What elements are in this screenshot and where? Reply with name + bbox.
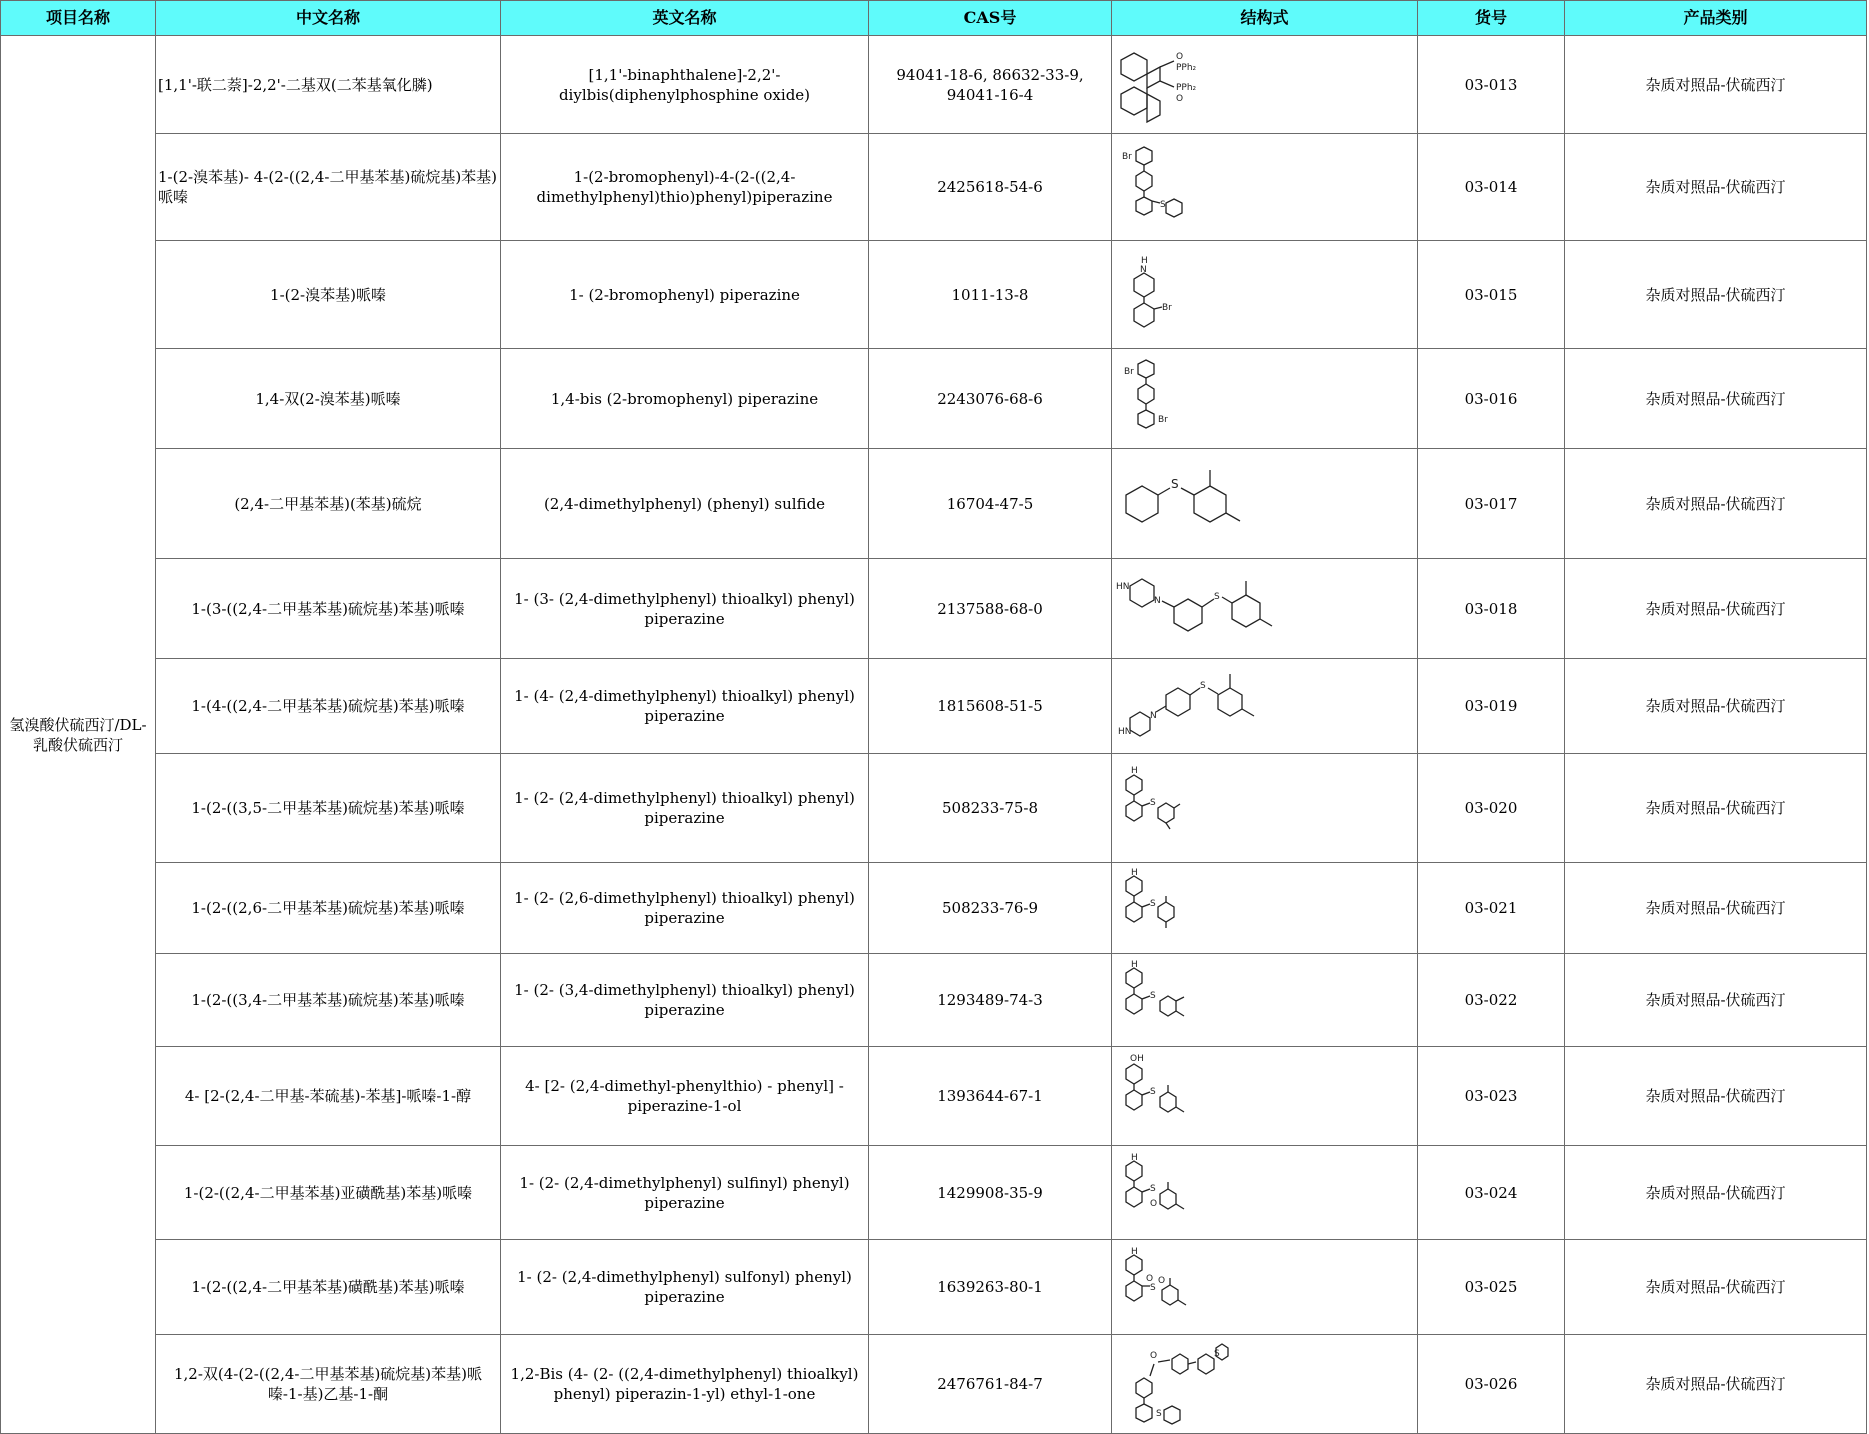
table-row [1,1146,1867,1240]
structure-cell [1112,1047,1418,1146]
structure-cell [1112,241,1418,349]
svg-text:S: S [1171,476,1179,491]
structure-image-binaphthyl [1114,43,1234,127]
code-cell: 03-017 [1418,449,1565,559]
header-category: 产品类别 [1565,1,1867,36]
code-cell: 03-014 [1418,134,1565,241]
svg-text:S: S [1150,899,1156,909]
cas-cell: 1293489-74-3 [869,954,1112,1047]
en-name-cell: 1- (4- (2,4-dimethylphenyl) thioalkyl) phenyl) piperazine [501,659,869,754]
structure-cell [1112,349,1418,449]
header-row [1,1,1867,36]
code-cell: 03-015 [1418,241,1565,349]
category-cell: 杂质对照品-伏硫西汀 [1565,36,1867,134]
svg-text:HN: HN [1116,581,1130,592]
svg-text:S: S [1150,1087,1156,1097]
cn-name-cell: 1,4-双(2-溴苯基)哌嗪 [156,349,501,449]
en-name-cell: 1- (2- (3,4-dimethylphenyl) thioalkyl) phenyl) piperazine [501,954,869,1047]
structure-cell [1112,1240,1418,1335]
svg-text:S: S [1156,1409,1162,1419]
project-name: 氢溴酸伏硫西汀/DL-乳酸伏硫西汀 [9,715,147,754]
structure-image-bis-bromophenyl-piperazine [1114,354,1194,444]
cn-name-cell: 1-(2-((3,5-二甲基苯基)硫烷基)苯基)哌嗪 [156,754,501,863]
category-cell: 杂质对照品-伏硫西汀 [1565,1146,1867,1240]
category-cell: 杂质对照品-伏硫西汀 [1565,954,1867,1047]
project-name-cell [1,36,156,1434]
category-cell: 杂质对照品-伏硫西汀 [1565,659,1867,754]
svg-text:PPh₂: PPh₂ [1176,82,1197,93]
structure-cell [1112,449,1418,559]
cn-name-cell: 1-(4-((2,4-二甲基苯基)硫烷基)苯基)哌嗪 [156,659,501,754]
svg-text:S: S [1150,1183,1156,1194]
cn-name-cell: 4- [2-(2,4-二甲基-苯硫基)-苯基]-哌嗪-1-醇 [156,1047,501,1146]
structure-cell [1112,659,1418,754]
en-name-cell: [1,1'-binaphthalene]-2,2'-diylbis(diphenylphosphine oxide) [501,36,869,134]
en-name-cell: 1- (2- (2,4-dimethylphenyl) thioalkyl) phenyl) piperazine [501,754,869,863]
svg-text:N: N [1140,264,1147,275]
table-row [1,349,1867,449]
cas-cell: 2476761-84-7 [869,1335,1112,1434]
cas-cell: 94041-18-6, 86632-33-9, 94041-16-4 [869,36,1112,134]
category-cell: 杂质对照品-伏硫西汀 [1565,1047,1867,1146]
svg-text:Br: Br [1162,302,1172,313]
header-cas: CAS号 [869,1,1112,36]
svg-text:O: O [1176,51,1184,62]
category-cell: 杂质对照品-伏硫西汀 [1565,559,1867,659]
svg-text:Br: Br [1124,366,1134,377]
svg-text:PPh₂: PPh₂ [1176,62,1197,73]
structure-image-piperazinol-thioether [1114,1052,1214,1140]
structure-image-bromophenyl-piperazine [1114,253,1194,337]
header-cn-name: 中文名称 [156,1,501,36]
structure-image-bromophenyl-piperazine-thioether [1114,139,1194,235]
svg-text:S: S [1214,1349,1220,1359]
code-cell: 03-019 [1418,659,1565,754]
cas-cell: 16704-47-5 [869,449,1112,559]
table-row [1,36,1867,134]
en-name-cell: 1- (2- (2,6-dimethylphenyl) thioalkyl) phenyl) piperazine [501,863,869,954]
category-cell: 杂质对照品-伏硫西汀 [1565,754,1867,863]
code-cell: 03-018 [1418,559,1565,659]
structure-cell [1112,134,1418,241]
category-cell: 杂质对照品-伏硫西汀 [1565,134,1867,241]
svg-text:O: O [1150,1198,1158,1209]
category-cell: 杂质对照品-伏硫西汀 [1565,1335,1867,1434]
table-row [1,754,1867,863]
svg-text:S: S [1214,591,1220,602]
en-name-cell: 4- [2- (2,4-dimethyl-phenylthio) - phenyl] - piperazine-1-ol [501,1047,869,1146]
table-row [1,134,1867,241]
svg-text:O: O [1150,1351,1158,1361]
cas-cell: 508233-76-9 [869,863,1112,954]
en-name-cell: (2,4-dimethylphenyl) (phenyl) sulfide [501,449,869,559]
structure-cell [1112,1146,1418,1240]
header-project: 项目名称 [1,1,156,36]
svg-text:S: S [1150,991,1156,1001]
cn-name-cell: 1-(2-溴苯基)哌嗪 [156,241,501,349]
svg-text:H: H [1131,960,1138,970]
svg-text:OH: OH [1130,1054,1144,1064]
structure-cell [1112,1335,1418,1434]
svg-text:H: H [1141,255,1148,266]
svg-text:H: H [1131,1152,1138,1163]
svg-text:O: O [1176,93,1184,104]
code-cell: 03-020 [1418,754,1565,863]
structure-image-dimethylphenyl-phenyl-sulfide [1114,464,1264,544]
structure-image-2-6-dimethyl-thioether [1114,866,1204,950]
cn-name-cell: (2,4-二甲基苯基)(苯基)硫烷 [156,449,501,559]
code-cell: 03-026 [1418,1335,1565,1434]
cn-name-cell: 1-(2-((2,4-二甲基苯基)亚磺酰基)苯基)哌嗪 [156,1146,501,1240]
table-row [1,954,1867,1047]
category-cell: 杂质对照品-伏硫西汀 [1565,449,1867,559]
svg-text:O: O [1146,1274,1154,1284]
table-row [1,241,1867,349]
structure-cell [1112,863,1418,954]
cas-cell: 1393644-67-1 [869,1047,1112,1146]
en-name-cell: 1-(2-bromophenyl)-4-(2-((2,4-dimethylphenyl)thio)phenyl)piperazine [501,134,869,241]
cas-cell: 1639263-80-1 [869,1240,1112,1335]
svg-text:H: H [1131,766,1138,776]
svg-text:S: S [1150,1283,1156,1293]
table-row [1,659,1867,754]
table-row [1,1240,1867,1335]
code-cell: 03-021 [1418,863,1565,954]
structure-image-3-5-dimethyl-thioether [1114,763,1204,853]
en-name-cell: 1,4-bis (2-bromophenyl) piperazine [501,349,869,449]
category-cell: 杂质对照品-伏硫西汀 [1565,1240,1867,1335]
structure-image-sulfinyl [1114,1151,1214,1235]
header-code: 货号 [1418,1,1565,36]
en-name-cell: 1- (2-bromophenyl) piperazine [501,241,869,349]
svg-text:Br: Br [1122,152,1132,162]
svg-text:HN: HN [1118,727,1132,737]
structure-cell [1112,559,1418,659]
structure-image-sulfonyl [1114,1245,1214,1329]
svg-text:N: N [1154,595,1161,606]
cas-cell: 1815608-51-5 [869,659,1112,754]
svg-text:Br: Br [1158,414,1168,425]
svg-text:O: O [1158,1276,1166,1286]
en-name-cell: 1- (2- (2,4-dimethylphenyl) sulfonyl) phenyl) piperazine [501,1240,869,1335]
cas-cell: 2137588-68-0 [869,559,1112,659]
table-row [1,559,1867,659]
structure-cell [1112,954,1418,1047]
cn-name-cell: 1,2-双(4-(2-((2,4-二甲基苯基)硫烷基)苯基)哌嗪-1-基)乙基-1-酮 [156,1335,501,1434]
svg-text:S: S [1160,200,1166,210]
header-structure: 结构式 [1112,1,1418,36]
svg-text:H: H [1131,868,1138,878]
structure-cell [1112,36,1418,134]
header-en-name: 英文名称 [501,1,869,36]
code-cell: 03-022 [1418,954,1565,1047]
table-row [1,1047,1867,1146]
table-row [1,449,1867,559]
structure-image-meta-thioether-piperazine [1114,569,1294,649]
table-row [1,863,1867,954]
cn-name-cell: 1-(2-((2,4-二甲基苯基)磺酰基)苯基)哌嗪 [156,1240,501,1335]
svg-text:S: S [1200,681,1206,691]
cn-name-cell: 1-(2-((3,4-二甲基苯基)硫烷基)苯基)哌嗪 [156,954,501,1047]
category-cell: 杂质对照品-伏硫西汀 [1565,349,1867,449]
code-cell: 03-016 [1418,349,1565,449]
en-name-cell: 1- (3- (2,4-dimethylphenyl) thioalkyl) phenyl) piperazine [501,559,869,659]
en-name-cell: 1,2-Bis (4- (2- ((2,4-dimethylphenyl) thioalkyl) phenyl) piperazin-1-yl) ethyl-1-one [501,1335,869,1434]
code-cell: 03-025 [1418,1240,1565,1335]
structure-image-para-thioether-piperazine [1114,666,1284,746]
category-cell: 杂质对照品-伏硫西汀 [1565,241,1867,349]
cn-name-cell: 1-(2-((2,6-二甲基苯基)硫烷基)苯基)哌嗪 [156,863,501,954]
cas-cell: 508233-75-8 [869,754,1112,863]
cas-cell: 2425618-54-6 [869,134,1112,241]
code-cell: 03-023 [1418,1047,1565,1146]
cas-cell: 1011-13-8 [869,241,1112,349]
svg-text:N: N [1150,711,1157,721]
structure-cell [1112,754,1418,863]
cn-name-cell: [1,1'-联二萘]-2,2'-二基双(二苯基氧化膦) [156,36,501,134]
structure-image-3-4-dimethyl-thioether [1114,958,1214,1042]
category-cell: 杂质对照品-伏硫西汀 [1565,863,1867,954]
cas-cell: 1429908-35-9 [869,1146,1112,1240]
cas-cell: 2243076-68-6 [869,349,1112,449]
structure-image-bis-piperazine-ethanone [1114,1340,1234,1428]
svg-text:S: S [1150,798,1156,808]
table-row [1,1335,1867,1434]
code-cell: 03-013 [1418,36,1565,134]
en-name-cell: 1- (2- (2,4-dimethylphenyl) sulfinyl) phenyl) piperazine [501,1146,869,1240]
code-cell: 03-024 [1418,1146,1565,1240]
cn-name-cell: 1-(3-((2,4-二甲基苯基)硫烷基)苯基)哌嗪 [156,559,501,659]
svg-text:H: H [1131,1247,1138,1257]
cn-name-cell: 1-(2-溴苯基)- 4-(2-((2,4-二甲基苯基)硫烷基)苯基)哌嗪 [156,134,501,241]
